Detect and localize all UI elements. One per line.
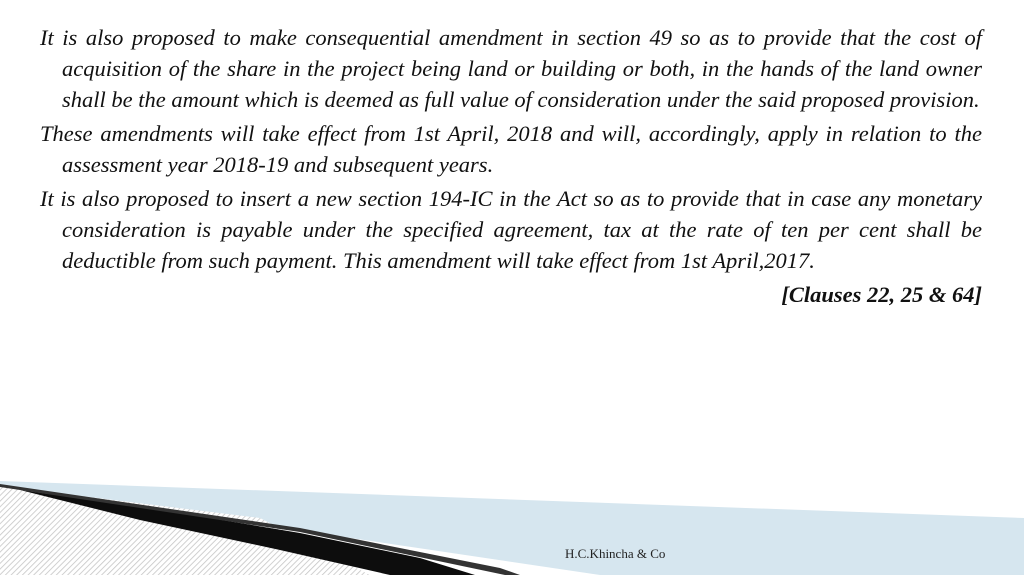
footer-decoration [0,478,1024,575]
footer-company-name: H.C.Khincha & Co [565,546,666,561]
clauses-reference: [Clauses 22, 25 & 64] [781,282,982,307]
paragraph-effective-date: These amendments will take effect from 1st April, 2018 and will, accordingly, apply in relation to the assessment year 2018-19 and subsequent years. [40,121,982,177]
slide-body [40,22,982,310]
paragraph-section-49: It is also proposed to make consequential amendment in section 49 so as to provide that the cost of acquisition of the share in the project being land or building or both, in the hands of the land owner shall be the amount which is deemed as full value of consideration under the said proposed provision. [40,25,982,112]
paragraph-section-194-ic: It is also proposed to insert a new section 194-IC in the Act so as to provide that in case any monetary consideration is payable under the specified agreement, tax at the rate of ten per cent shall be deductible from such payment. This amendment will take effect from 1st April,2017. [40,186,982,273]
